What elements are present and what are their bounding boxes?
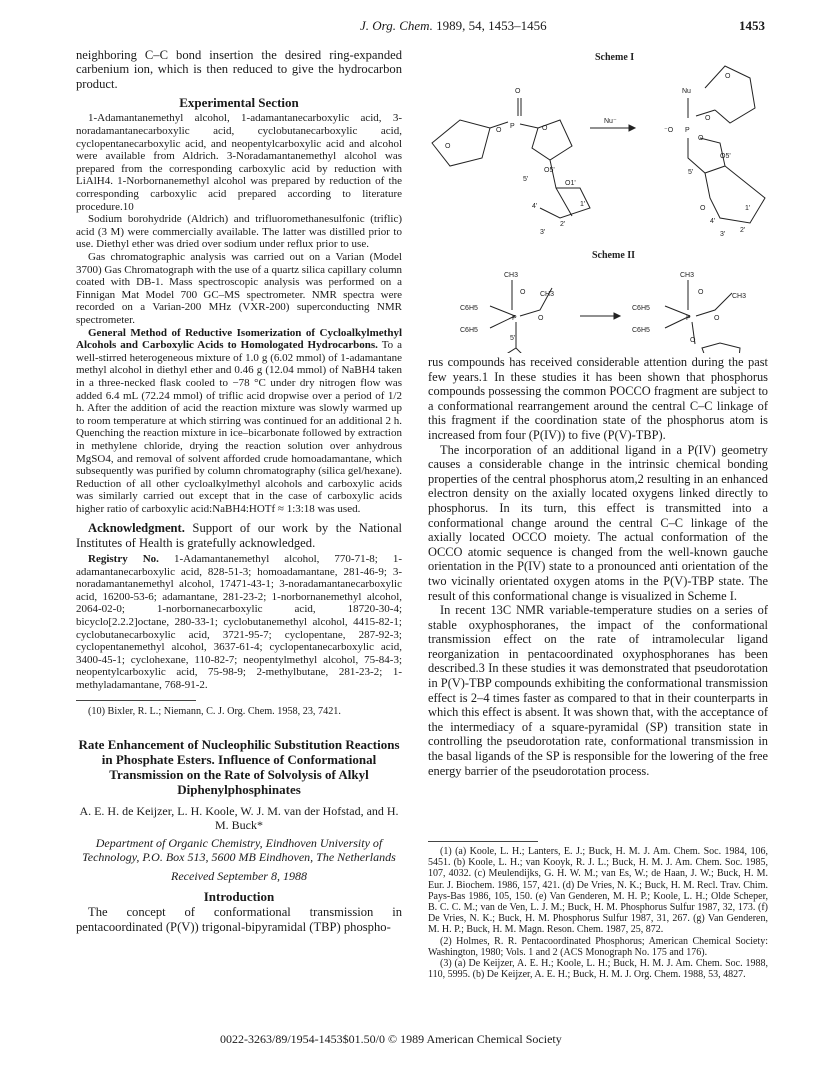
page-number: 1453 xyxy=(739,18,765,33)
experimental-paragraph-2: Sodium borohydride (Aldrich) and trifluoromethanesulfonic (triflic) acid (3 M) were commercially available. The latter was distilled prior to use. Diethyl ether was dried over sodium under reflux prior to use. xyxy=(76,213,402,251)
footnote-3: (3) (a) De Keijzer, A. E. H.; Koole, L. H.; Buck, H. M. J. Am. Chem. Soc. 1988, 110, 5995. (b) De Keijzer, A. E. H.; Buck, H. M. J. Org. Chem. 1988, 53, 4827. xyxy=(428,958,768,981)
right-footnotes xyxy=(428,841,768,980)
article-affiliation: Department of Organic Chemistry, Eindhoven University of Technology, P.O. Box 513, 5600 MB Eindhoven, The Netherlands xyxy=(82,836,396,864)
svg-text:5': 5' xyxy=(688,169,694,176)
copyright-footer: 0022-3263/89/1954-1453$01.50/0 © 1989 American Chemical Society xyxy=(220,1032,562,1046)
svg-text:C6H5: C6H5 xyxy=(632,327,650,334)
svg-text:O: O xyxy=(538,315,544,322)
svg-text:CH3: CH3 xyxy=(680,272,695,279)
svg-text:Nu⁻: Nu⁻ xyxy=(604,118,617,125)
svg-text:P: P xyxy=(686,315,691,322)
svg-text:1': 1' xyxy=(580,201,586,208)
svg-text:O: O xyxy=(520,289,526,296)
svg-text:2': 2' xyxy=(740,227,746,234)
svg-text:CH3: CH3 xyxy=(504,272,519,279)
svg-text:Nu: Nu xyxy=(682,88,691,95)
right-column xyxy=(428,355,768,778)
svg-text:O: O xyxy=(698,289,704,296)
scheme-1-left-structure xyxy=(432,98,590,218)
acknowledgment: Acknowledgment. Support of our work by the National Institutes of Health is gratefully acknowledged. xyxy=(76,521,402,550)
svg-text:P: P xyxy=(512,315,517,322)
svg-text:C6H5: C6H5 xyxy=(460,327,478,334)
svg-text:CH3: CH3 xyxy=(540,291,555,298)
introduction-heading: Introduction xyxy=(203,888,275,904)
introduction-paragraph: The concept of conformational transmission in pentacoordinated (P(V)) trigonal-bipyramidal (TBP) phospho- xyxy=(76,905,402,934)
scheme-1-label: Scheme I xyxy=(595,52,635,63)
left-column xyxy=(76,48,402,934)
schemes-figure xyxy=(420,48,780,353)
svg-text:O: O xyxy=(705,115,711,122)
svg-text:5': 5' xyxy=(523,176,529,183)
intro-paragraph-2: The incorporation of an additional ligand in a P(IV) geometry causes a considerable change in the intrinsic chemical bonding properties of the central phosphorus atom,2 resulting in an enhanced electron density on the axially located oxygens linked directly to phosphorus. In its turn, this effect is transmitted into a conformational change around the central C–C linkage of the axially located OCCO moiety. The actual conformation of the OCCO atomic sequence is changed from the well-known gauche orientation in the P(IV) state to a pronounced anti orientation of the two vicinally orientated oxygen atoms in the P(V)-TBP state. The result of this conformational change is visualized in Scheme I. xyxy=(428,442,768,603)
footnote-rule-right xyxy=(428,841,538,842)
svg-text:O: O xyxy=(714,315,720,322)
article-authors: A. E. H. de Keijzer, L. H. Koole, W. J. M. van der Hofstad, and H. M. Buck* xyxy=(79,804,399,832)
registry-numbers: Registry No. 1-Adamantanemethyl alcohol, 770-71-8; 1-adamantanecarboxylic acid, 828-51-3; homoadamantane, 281-46-9; 3-noradamantanemethyl alcohol, 17471-43-1; 3-noradamantanecarboxylic acid, 16200-53-6; adamantane, 281-23-2; 1-norbornanemethyl alcohol, 2064-02-0; 1-norbornanecarboxylic acid, 18720-30-4; bicyclo[2.2.2]octane, 280-33-1; cyclobutanemethyl alcohol, 4415-82-1; cyclobutanecarboxylic acid, 3721-95-7; cyclopentane, 287-92-3; cyclopentanemethyl alcohol, 3637-61-4; cyclopentanecarboxylic acid, 3400-45-1; cyclohexane, 110-82-7; neopentylmethyl alcohol, 75-84-3; neopentylcarboxylic acid, 75-98-9; 2-methylbutane, 281-23-2; 1-methyladamantane, 768-91-2. xyxy=(76,553,402,692)
scheme-2-arrow xyxy=(580,313,620,319)
svg-text:O: O xyxy=(542,125,548,132)
svg-text:4': 4' xyxy=(532,203,538,210)
footnote-2: (2) Holmes, R. R. Pentacoordinated Phosphorus; American Chemical Society: Washington, 1980; Vols. 1 and 2 (ACS Monograph No. 175 and 176). xyxy=(428,935,768,958)
intro-paragraph-3: In recent 13C NMR variable-temperature studies on a series of stable oxyphosphoranes, the impact of the conformational transmission effect on the rate of intramolecular ligand reorganization in pentacoordinated oxyphosphoranes has been described.3 In these studies it was demonstrated that pseudorotation in P(V)-TBP compounds exhibiting the conformational transmission effect is 2–4 times faster as compared to that in their counterparts in which this effect is absent. It was shown that, with the acceptance of the intermediacy of a square-pyramidal (SP) transition state in controlling the pseudorotation rate, conformational transmission in the basal ligands of the SP is responsible for the lowering of the free energy barrier of the pseudorotation process. xyxy=(428,603,768,778)
svg-text:C6H5: C6H5 xyxy=(632,305,650,312)
svg-text:CH3: CH3 xyxy=(732,293,747,300)
running-header xyxy=(0,18,823,38)
svg-text:3': 3' xyxy=(540,229,546,236)
experimental-paragraph-1: 1-Adamantanemethyl alcohol, 1-adamantanecarboxylic acid, 3-noradamantanecarboxylic acid, cyclobutanecarboxylic acid, cyclopentanecarboxylic acid, and neopentylcarboxylic acid and alcohol were available from Aldrich. 3-Noradamantanemethyl alcohol was prepared from the corresponding carboxylic acid by reduction with LiAlH4. 1-Norbornanemethyl alcohol was prepared by reduction of the corresponding carboxylic acid prepared according to literature procedure.10 xyxy=(76,112,402,213)
continued-paragraph: neighboring C–C bond insertion the desired ring-expanded carbenium ion, which is then reduced to give the hydrocarbon product. xyxy=(76,48,402,91)
experimental-heading: Experimental Section xyxy=(179,94,299,110)
received-date: Received September 8, 1988 xyxy=(171,869,307,884)
svg-text:O: O xyxy=(496,127,502,134)
scheme-drawings xyxy=(420,48,780,353)
svg-text:3': 3' xyxy=(720,231,726,238)
scheme-1-arrow xyxy=(590,125,635,131)
intro-continued: rus compounds has received considerable attention during the past few years.1 In these studies it has been shown that phosphorus compounds possessing the common POCCO fragment are subject to a conformational rearrangement around the central C–C linkage of this fragment if the coordination state of the phosphorus atom is increased from four (P(IV)) to five (P(V)-TBP). xyxy=(428,355,768,442)
svg-text:2': 2' xyxy=(560,221,566,228)
footnote-10: (10) Bixler, R. L.; Niemann, C. J. Org. Chem. 1958, 23, 7421. xyxy=(88,705,341,717)
experimental-paragraph-3: Gas chromatographic analysis was carried out on a Varian (Model 3700) Gas Chromatograph with the use of a quartz silica capillary column coated with DB-1. Mass spectroscopic analysis was performed on a Finnigan Mat Model 700 GC–MS spectrometer. NMR spectra were recorded on a Varian-200 MHz (VXR-200) superconducting NMR spectrometer. xyxy=(76,251,402,326)
article-title: Rate Enhancement of Nucleophilic Substitution Reactions in Phosphate Esters. Influence of Conformational Transmission on the Rate of Solvolysis of Alkyl Diphenylphosphinates xyxy=(78,737,400,798)
svg-text:O: O xyxy=(700,205,706,212)
svg-text:4': 4' xyxy=(710,218,716,225)
svg-text:O1': O1' xyxy=(565,180,576,187)
svg-text:O: O xyxy=(690,337,696,344)
svg-text:O5': O5' xyxy=(720,153,731,160)
svg-text:C6H5: C6H5 xyxy=(460,305,478,312)
svg-text:O: O xyxy=(515,88,521,95)
general-method-paragraph: General Method of Reductive Isomerization of Cycloalkylmethyl Alcohols and Carboxylic Acids to Homologated Hydrocarbons. To a well-stirred heterogeneous mixture of 1.0 g (6.02 mmol) of 1-adamantane methyl alcohol in diethyl ether and 0.46 g (12.04 mmol) of NaBH4 taken in a three-necked flask cooled to −78 °C under dry nitrogen flow was added 6.4 mL (72.24 mmol) of triflic acid dropwise over a period of 1/2 h. After the addition of acid the reaction mixture was slowly warmed up to room temperature at which stirring was continued for an additional 2 h. Quenching the reaction mixture in ice–bicarbonate followed by extraction in methylene chloride, drying the reaction solution over anhydrous MgSO4, and removal of solvent afforded crude homoadamantane, which subsequently was purified by column chromatography (silica gel/hexane). Reduction of all other cycloalkylmethyl alcohols and carboxylic acids was similarly carried out except that in the case of carboxylic acids higher ratio of carboxylic acid:NaBH4:HOTf ≈ 1:3:18 was used. xyxy=(76,326,402,515)
svg-text:5': 5' xyxy=(510,335,516,342)
svg-text:O: O xyxy=(698,135,704,142)
footnote-rule xyxy=(76,700,196,701)
footnote-1: (1) (a) Koole, L. H.; Lanters, E. J.; Buck, H. M. J. Am. Chem. Soc. 1984, 106, 5451. (b) Koole, L. H.; van Kooyk, R. J. L.; Buck, H. M. J. Am. Chem. Soc. 1985, 107, 4032. (c) Meulendijks, G. H. W. M.; van Es, W.; de Haan, J. W.; Buck, H. M. Eur. J. Biochem. 1986, 157, 421. (d) De Vries, N. K.; Buck, H. M. Recl. Trav. Chim. Pays-Bas 1986, 105, 150. (e) Van Genderen, M. H. P.; Koole, L. H.; Olde Scheper, B. C. C. M.; van de Ven, L. J. M.; Buck, H. M. Phosphorus Sulfur 1987, 32, 173. (f) De Vries, N. K.; Buck, H. M. Phosphorus Sulfur 1987, 31, 267. (g) Van Genderen, M. H. P.; Buck, H. M. Magn. Reson. Chem. 1987, 25, 872. xyxy=(428,846,768,936)
svg-text:1': 1' xyxy=(745,205,751,212)
svg-text:O: O xyxy=(445,143,451,150)
svg-text:P: P xyxy=(685,127,690,134)
scheme-2-label: Scheme II xyxy=(592,250,636,261)
svg-text:O: O xyxy=(725,73,731,80)
journal-citation: J. Org. Chem. 1989, 54, 1453–1456 xyxy=(360,18,547,33)
svg-text:O5': O5' xyxy=(544,167,555,174)
svg-text:⁻O: ⁻O xyxy=(664,127,674,134)
scheme-1-right-structure xyxy=(688,66,765,223)
svg-text:P: P xyxy=(510,123,515,130)
